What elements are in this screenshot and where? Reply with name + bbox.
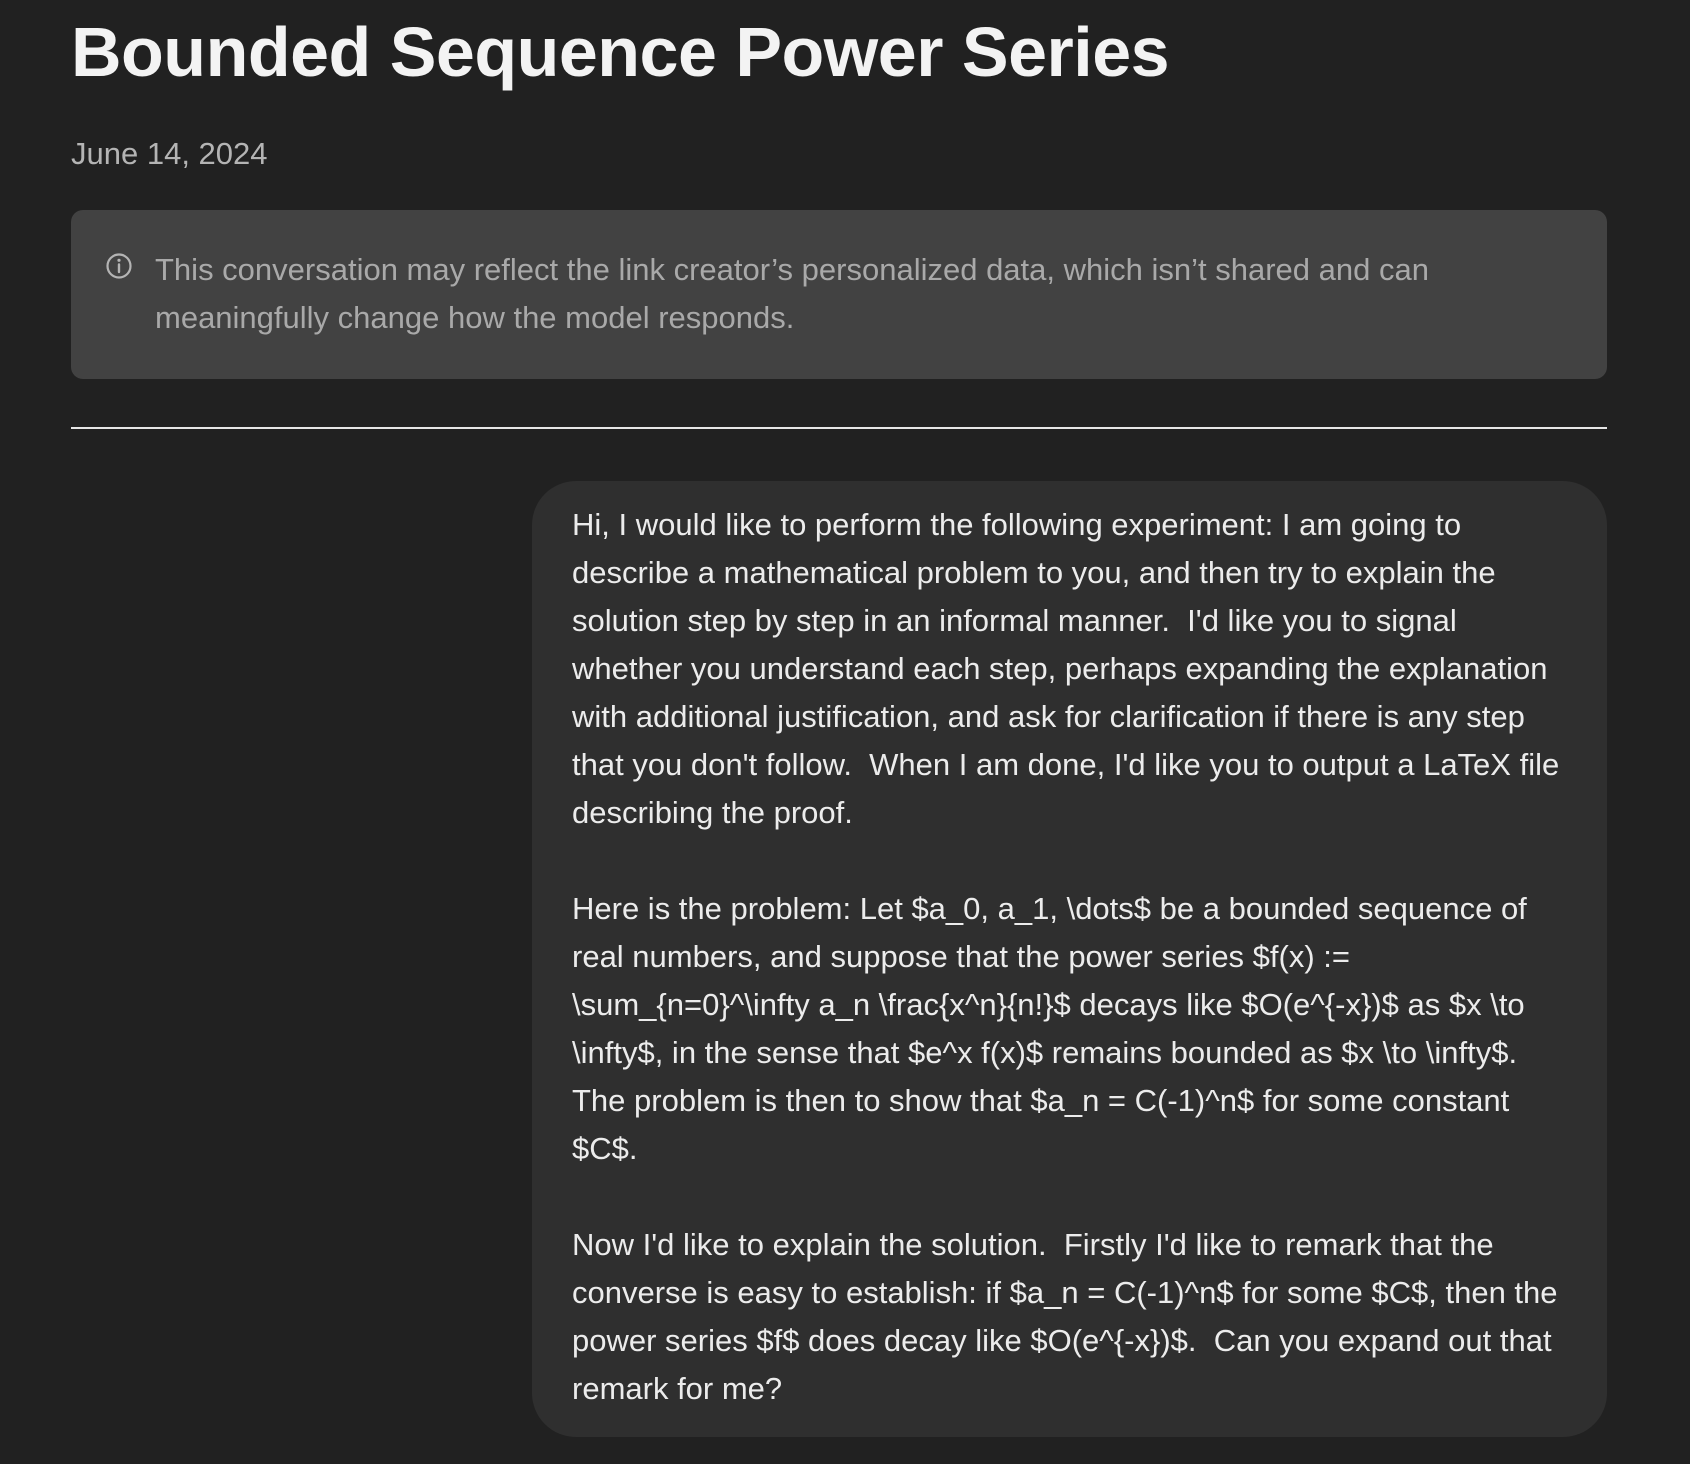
message-paragraph: Here is the problem: Let $a_0, a_1, \dots$ be a bounded sequence of real numbers, and suppose that the power series $f(x) := \sum_{n=0}^\infty a_n \frac{x^n}{n!}$ decays like $O(e^{-x})$ as $x \to \infty$, in the sense that $e^x f(x)$ remains bounded as $x \to \infty$. The problem is then to show that $a_n = C(-1)^n$ for some constant $C$. [572,891,1536,1166]
shared-conversation-page [71,0,1607,1437]
notice-text: This conversation may reflect the link creator’s personalized data, which isn’t shared and can meaningfully change how the model responds. [155,252,1429,335]
divider [71,427,1607,429]
message-paragraph: Now I'd like to explain the solution. Firstly I'd like to remark that the converse is easy to establish: if $a_n = C(-1)^n$ for some $C$, then the power series $f$ does decay like $O(e^{-x})$. Can you expand out that remark for me? [572,1227,1567,1406]
conversation-date: June 14, 2024 [71,136,268,171]
user-message-bubble [532,481,1607,1437]
page-title: Bounded Sequence Power Series [71,13,1170,91]
personalization-notice [71,210,1607,379]
message-paragraph: Hi, I would like to perform the following experiment: I am going to describe a mathematical problem to you, and then try to explain the solution step by step in an informal manner. I'd like you to signal whether you understand each step, perhaps expanding the explanation with additional justification, and ask for clarification if there is any step that you don't follow. When I am done, I'd like you to output a LaTeX file describing the proof. [572,507,1568,830]
user-message-row [71,481,1607,1437]
info-icon [105,252,133,280]
